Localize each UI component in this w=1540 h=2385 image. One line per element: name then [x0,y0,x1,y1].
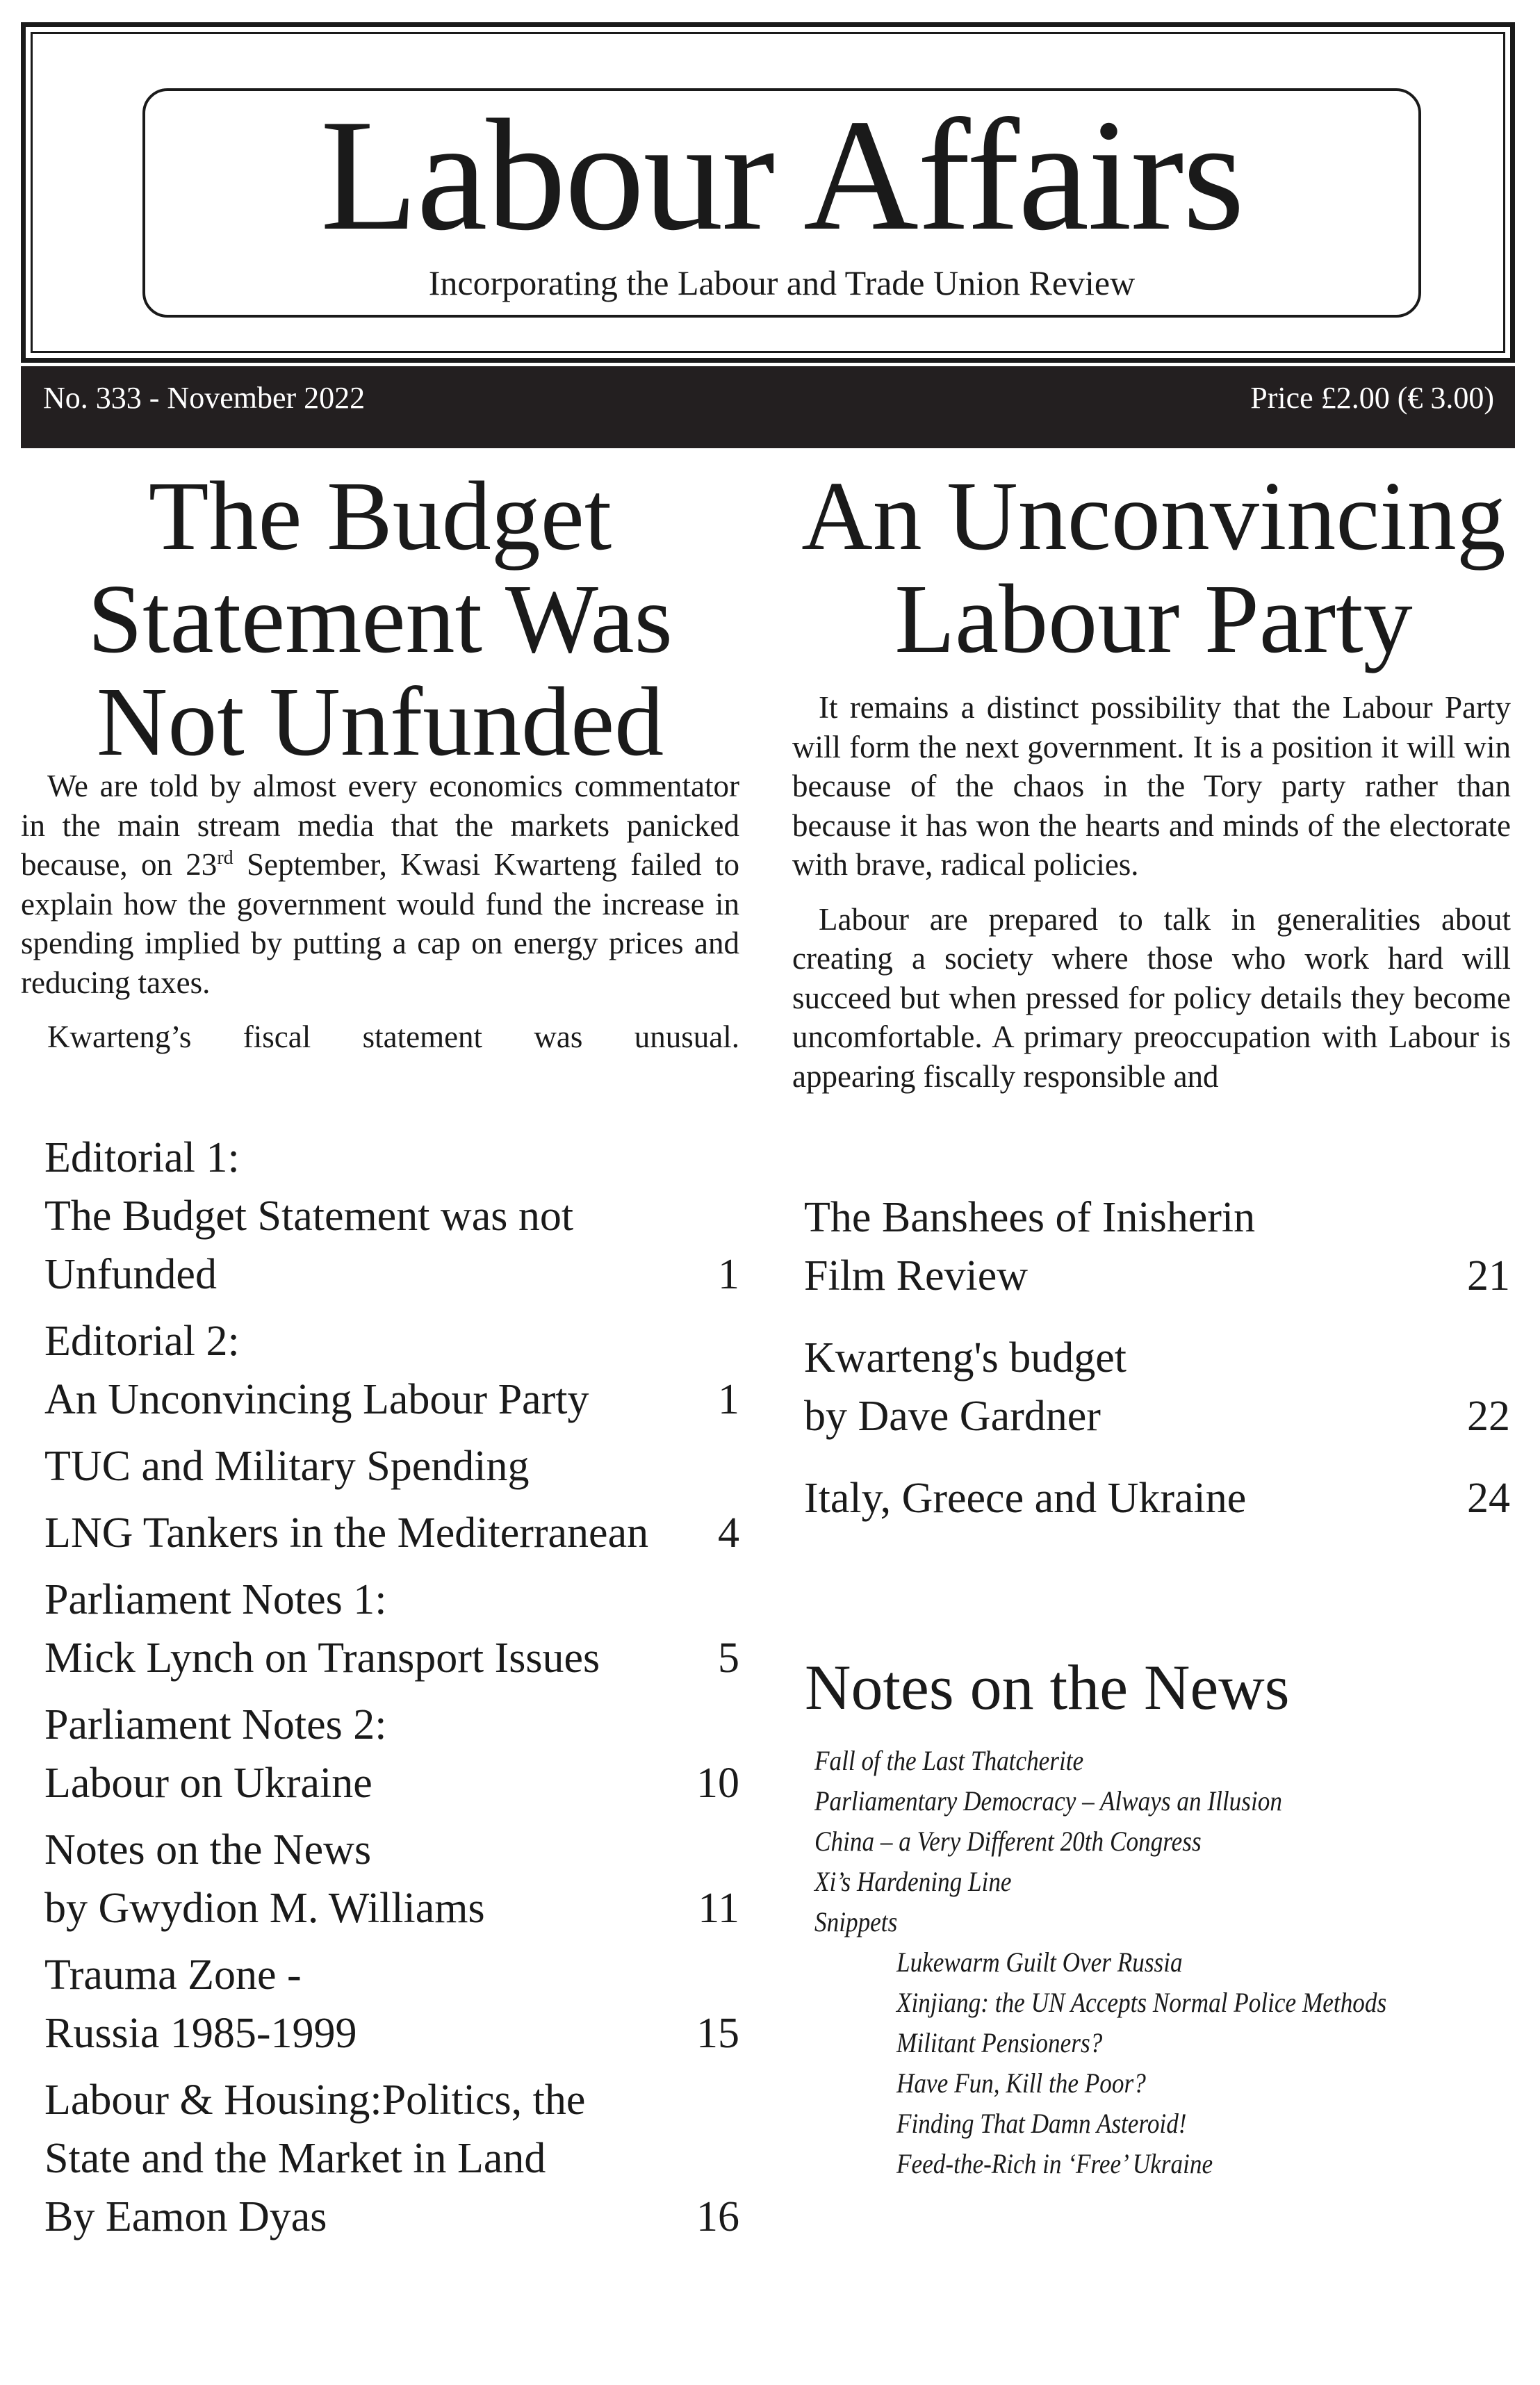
entry-title-line: Parliament Notes 2: [44,1701,387,1748]
entry-title-line: LNG Tankers in the Mediterranean [44,1509,649,1557]
contents-entry[interactable] [44,1312,739,1429]
contents-entry[interactable] [44,1821,739,1937]
contents-right [804,1188,1510,1551]
headline-line: Not Unfunded [96,666,664,776]
entry-title-line: by Gwydion M. Williams [44,1885,485,1932]
right-article-body [792,688,1511,1111]
headline-line: Statement Was [88,564,673,673]
paragraph: Kwarteng’s fiscal statement was unusual. [47,1019,739,1054]
entry-title-line: Parliament Notes 1: [44,1576,387,1623]
entry-title-line: An Unconvincing Labour Party [44,1376,589,1423]
snippet-item: Militant Pensioners? [896,2027,1103,2058]
headline-line: An Unconvincing [801,461,1506,571]
snippet-item: Lukewarm Guilt Over Russia [896,1946,1183,1978]
entry-title-line: Unfunded [44,1251,217,1298]
entry-title-line: TUC and Military Spending [44,1443,530,1490]
issue-number: No. 333 - November 2022 [43,381,366,415]
snippet-item: Feed-the-Rich in ‘Free’ Ukraine [896,2148,1213,2179]
paragraph: Labour are prepared to talk in generalities about creating a society where those who work hard will succeed but when pressed for policy details they become uncomfortable. A primary preoccupation with Labour is appearing fiscally responsible and [792,901,1511,1094]
contents-entry[interactable] [44,1696,739,1812]
entry-title-line: Labour & Housing:Politics, the [44,2076,586,2124]
text: We are told by almost every economics commentator in the main stream media that the markets panicked because, on 23 [21,769,739,882]
contents-entry[interactable] [44,1504,739,1562]
entry-title-line: by Dave Gardner [804,1393,1101,1440]
entry-title-line: Film Review [804,1252,1029,1300]
entry-title-line: Labour on Ukraine [44,1760,372,1807]
contents-entry[interactable] [804,1329,1510,1445]
contents-entry[interactable] [804,1188,1510,1305]
snippet-item: Finding That Damn Asteroid! [896,2108,1187,2139]
headline-line: Labour Party [894,564,1413,673]
masthead [142,88,1421,318]
entry-title-line: Italy, Greece and Ukraine [804,1475,1247,1522]
entry-title-line: The Banshees of Inisherin [804,1194,1256,1241]
entry-page-number: 10 [696,1760,739,1807]
issue-price: Price £2.00 (€ 3.00) [1250,381,1494,415]
entry-page-number: 11 [698,1885,739,1932]
superscript: rd [217,847,234,869]
paragraph: It remains a distinct possibility that the Labour Party will form the next government. It is a position it will win because of the chaos in the Tory party rather than because it has won the hearts and minds of the electorate with brave, radical policies. [792,690,1511,882]
entry-title-line: Kwarteng's budget [804,1334,1127,1382]
contents-left [44,1129,739,2254]
publication-title: Labour Affairs [320,86,1244,263]
entry-title-line: State and the Market in Land [44,2135,546,2182]
text: September, Kwasi Kwarteng failed to explain how the government would fund the increase in spending implied by putting a cap on energy prices and reducing taxes. [21,847,739,1000]
right-article-headline [792,461,1515,673]
entry-page-number: 4 [718,1509,739,1557]
entry-title-line: By Eamon Dyas [44,2193,327,2240]
snippet-item: Xinjiang: the UN Accepts Normal Police Methods [896,1987,1387,2018]
notes-item: Fall of the Last Thatcherite [814,1745,1084,1776]
publication-subtitle: Incorporating the Labour and Trade Union Review [428,263,1136,302]
entry-page-number: 5 [718,1634,739,1682]
contents-entry[interactable] [804,1469,1510,1527]
entry-title-line: Russia 1985-1999 [44,2010,357,2057]
contents-entry[interactable] [44,1946,739,2063]
entry-page-number: 1 [718,1376,739,1423]
left-article-body [21,767,739,1072]
contents-entry[interactable] [44,2071,739,2246]
contents-entry[interactable] [44,1437,739,1495]
snippet-item: Have Fun, Kill the Poor? [896,2067,1146,2099]
notes-on-news-list [814,1741,1453,2184]
contents-entry[interactable] [44,1571,739,1687]
notes-item: Parliamentary Democracy – Always an Illusion [814,1785,1282,1817]
entry-title-line: Trauma Zone - [44,1951,302,1999]
notes-item: Snippets [814,1906,898,1937]
entry-title-line: Editorial 1: [44,1134,240,1181]
entry-title-line: Mick Lynch on Transport Issues [44,1634,600,1682]
notes-on-news-heading: Notes on the News [805,1652,1290,1723]
entry-page-number: 21 [1467,1252,1510,1300]
paragraph [21,767,739,1002]
notes-item: China – a Very Different 20th Congress [814,1826,1202,1857]
entry-page-number: 1 [718,1251,739,1298]
issue-bar [21,366,1515,448]
contents-entry[interactable] [44,1129,739,1304]
entry-title-line: Notes on the News [44,1826,372,1874]
headline-line: The Budget [148,461,612,571]
entry-title-line: Editorial 2: [44,1318,240,1365]
left-article-headline [21,461,739,776]
entry-page-number: 24 [1467,1475,1510,1522]
entry-page-number: 15 [696,2010,739,2057]
entry-title-line: The Budget Statement was not [44,1192,574,1240]
notes-item: Xi’s Hardening Line [814,1866,1012,1897]
entry-page-number: 22 [1467,1393,1510,1440]
entry-page-number: 16 [696,2193,739,2240]
